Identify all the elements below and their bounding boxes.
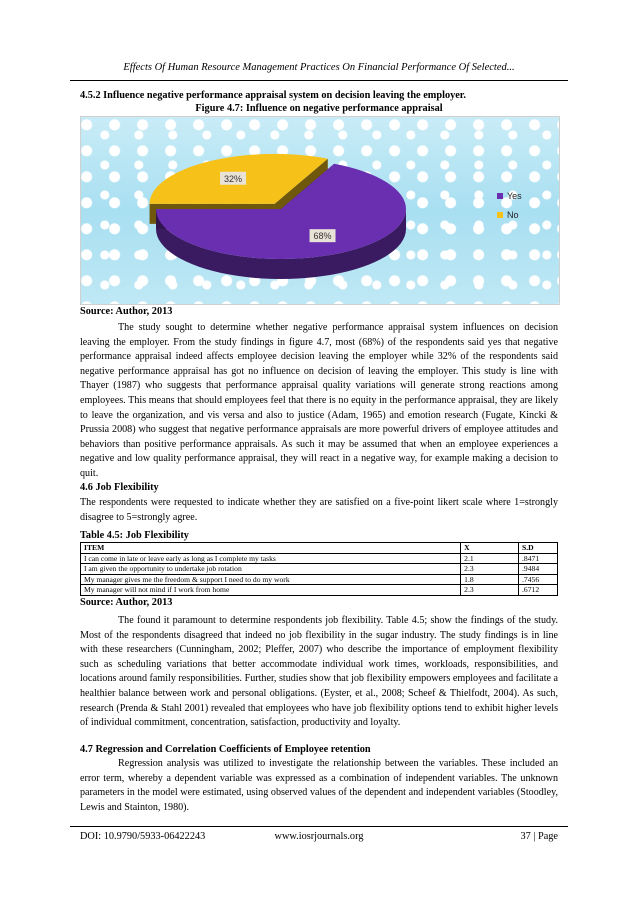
cell-item: I am given the opportunity to undertake job rotation xyxy=(81,564,461,575)
cell-x: 2.1 xyxy=(461,553,519,564)
data-label-no: 32% xyxy=(224,173,243,184)
cell-x: 2.3 xyxy=(461,564,519,575)
footer-doi: DOI: 10.9790/5933-06422243 xyxy=(80,831,206,842)
section-heading-4-6: 4.6 Job Flexibility xyxy=(80,482,159,493)
legend-swatch-yes xyxy=(497,193,503,199)
cell-item: My manager will not mind if I work from home xyxy=(81,585,461,596)
figure-source: Source: Author, 2013 xyxy=(80,306,173,317)
cell-x: 2.3 xyxy=(461,585,519,596)
footer-rule xyxy=(70,826,568,827)
header-item: ITEM xyxy=(81,543,461,554)
cell-sd: .6712 xyxy=(519,585,558,596)
pie-chart-svg xyxy=(81,117,559,304)
table-row xyxy=(81,553,558,564)
paragraph-regression: Regression analysis was utilized to investigate the relationship between the variables. These included an error term, whereby a dependent variable was expressed as a combination of independent variables. The unknown parameters in the model were estimated, using observed values of the dependent and independent variables (Stoodley, Lewis and Stainton, 1980). xyxy=(80,758,558,813)
paragraph-flexibility-intro: The respondents were requested to indicate whether they are satisfied on a five-point likert scale where 1=strongly disagree to 5=strongly agree. xyxy=(80,497,558,523)
paragraph-flexibility-findings: The found it paramount to determine respondents job flexibility. Table 4.5; show the findings of the study. Most of the respondents disagreed that indeed no job flexibility in the sugar industry. The study findings is in line with these researchers (Cunningham, 2002; Pleffer, 2007) who describe the importance of employment flexibility such as scheduling variations that better accommodate individual work times, workloads, responsibilities, and locations around family responsibilities. Further, studies show that job flexibility empowers employees and facilitate a healthier balance between work and personal obligations. (Eyster, et al., 2008; Scheef & Thielfodt, 2004). As such, research (Prenda & Stahl 2001) revealed that employees who have job flexibility options tend to exhibit higher levels of individual commitment, concentration, satisfaction, productivity and loyalty. xyxy=(80,615,558,729)
data-label-yes: 68% xyxy=(313,231,332,242)
footer-page: 37 | Page xyxy=(520,831,558,842)
legend-label-no: No xyxy=(507,210,519,220)
header-sd: S.D xyxy=(519,543,558,554)
paragraph-appraisal: The study sought to determine whether negative performance appraisal system influences on decision leaving the employer. From the study findings in figure 4.7, most (68%) of the respondents said yes that negative performance appraisal indeed affects employee decision leaving the employer while 32% of the respondents said negative performance appraisal has got no influence on decision of leaving the employer. This study is line with Thayer (1987) who suggests that performance appraisal quality variations will generate strong reactions among employees. This means that should employees feel that there is no equity in the performance appraisal, they are likely to leave the organization, and vis versa and also to justice (Adam, 1965) and emotion research (Fugate, Kincki & Prussia 2008) who suggest that negative performance appraisals are more powerful drivers of employee attitudes and behaviors than positive performance appraisals. As such it may be assumed that when an employee experiences a negative and low quality performance appraisal, they will react in a negative way, for example making a decision to quit. xyxy=(80,322,558,479)
legend-label-yes: Yes xyxy=(507,191,522,201)
footer-site: www.iosrjournals.org xyxy=(274,831,364,842)
job-flexibility-table xyxy=(80,542,558,596)
cell-sd: .9484 xyxy=(519,564,558,575)
table-row xyxy=(81,585,558,596)
section-heading-4-7: 4.7 Regression and Correlation Coefficients of Employee retention xyxy=(80,744,371,755)
section-heading-4-5-2: 4.5.2 Influence negative performance appraisal system on decision leaving the employer. xyxy=(80,90,467,101)
header-x: X xyxy=(461,543,519,554)
table-caption: Table 4.5: Job Flexibility xyxy=(80,530,189,541)
cell-item: I can come in late or leave early as long as I complete my tasks xyxy=(81,553,461,564)
cell-sd: .8471 xyxy=(519,553,558,564)
header-rule xyxy=(70,80,568,81)
cell-item: My manager gives me the freedom & support I need to do my work xyxy=(81,574,461,585)
table-row xyxy=(81,564,558,575)
table-header-row xyxy=(81,543,558,554)
running-title: Effects Of Human Resource Management Practices On Financial Performance Of Selected... xyxy=(123,62,515,73)
cell-x: 1.8 xyxy=(461,574,519,585)
table-row xyxy=(81,574,558,585)
legend-swatch-no xyxy=(497,212,503,218)
figure-caption: Figure 4.7: Influence on negative performance appraisal xyxy=(195,103,443,114)
pie-chart xyxy=(80,116,560,305)
cell-sd: .7456 xyxy=(519,574,558,585)
table-source: Source: Author, 2013 xyxy=(80,597,173,608)
